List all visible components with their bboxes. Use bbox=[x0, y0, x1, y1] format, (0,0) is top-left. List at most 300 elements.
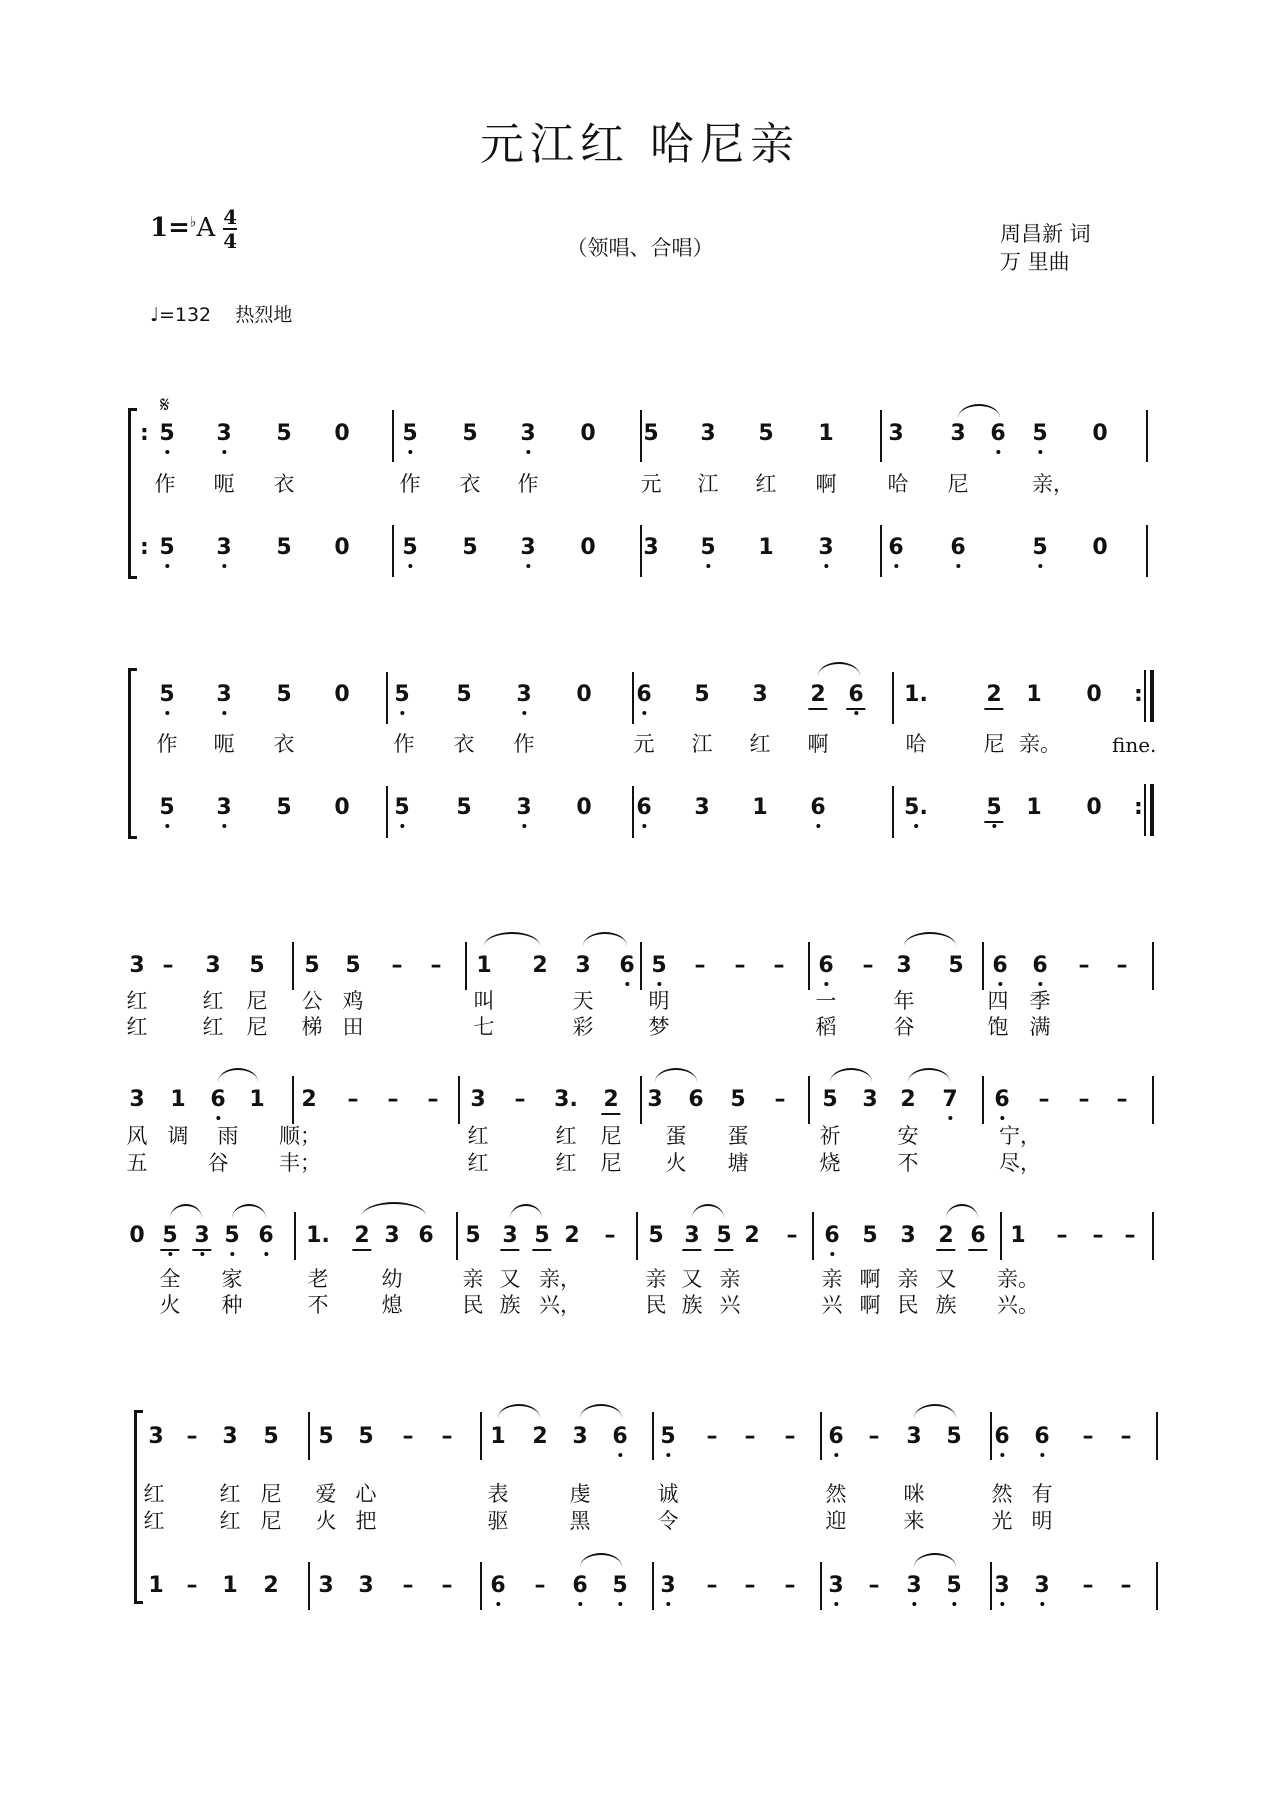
lyric: 作 bbox=[517, 472, 539, 496]
lyric: 彩 bbox=[572, 1015, 594, 1039]
note: 6 bbox=[210, 1089, 225, 1111]
note: 3 bbox=[216, 684, 231, 706]
tempo-value: ♩=132 bbox=[150, 304, 212, 326]
note: 5 bbox=[612, 1575, 627, 1597]
note: 2 bbox=[744, 1223, 760, 1248]
lyric: 雨 bbox=[217, 1124, 239, 1148]
slur bbox=[510, 1204, 542, 1218]
lyric: 火 bbox=[159, 1293, 181, 1317]
note: – bbox=[773, 953, 785, 978]
note: – bbox=[744, 1424, 756, 1449]
note: 3 bbox=[900, 1223, 916, 1248]
note: – bbox=[387, 1087, 399, 1112]
lyric: 衣 bbox=[273, 732, 295, 756]
note: 5 bbox=[946, 1575, 961, 1597]
note: 3 bbox=[647, 1087, 663, 1112]
note: 6 bbox=[828, 1426, 843, 1448]
slur bbox=[580, 1404, 622, 1418]
lyric: 兴， bbox=[539, 1293, 581, 1317]
note: 5 bbox=[694, 682, 710, 707]
note: 5 bbox=[648, 1223, 664, 1248]
lyric: 鸡 bbox=[342, 989, 364, 1013]
note: 0 bbox=[334, 535, 350, 560]
note: 5 bbox=[249, 953, 265, 978]
barline bbox=[465, 942, 467, 990]
note: 3 bbox=[575, 953, 591, 978]
note: 1 bbox=[1010, 1223, 1026, 1248]
slur bbox=[914, 1553, 956, 1567]
slur bbox=[946, 1204, 978, 1218]
lyric: 亲， bbox=[539, 1267, 581, 1291]
note: 5 bbox=[304, 953, 320, 978]
note: 5 bbox=[758, 421, 774, 446]
barline bbox=[292, 942, 294, 990]
barline bbox=[982, 942, 984, 990]
lyric: 谷 bbox=[207, 1151, 229, 1175]
lyric: 咪 bbox=[903, 1482, 925, 1506]
note: 2 bbox=[938, 1225, 953, 1247]
note: 0 bbox=[580, 421, 596, 446]
note: 5 bbox=[394, 684, 409, 706]
note: 6 bbox=[848, 684, 863, 706]
lyric: 啊 bbox=[859, 1267, 881, 1291]
lyric: 令 bbox=[657, 1509, 679, 1533]
note: – bbox=[1092, 1223, 1104, 1248]
lyric: 尽， bbox=[999, 1151, 1041, 1175]
note: 3 bbox=[470, 1087, 486, 1112]
lyric: 江 bbox=[691, 732, 713, 756]
slur bbox=[958, 404, 1000, 418]
note: 6 bbox=[990, 423, 1005, 445]
note: 5 bbox=[462, 535, 478, 560]
lyric: 塘 bbox=[727, 1151, 749, 1175]
note: 6 bbox=[688, 1087, 704, 1112]
note: 5 bbox=[1032, 423, 1047, 445]
note: – bbox=[534, 1573, 546, 1598]
note: 1 bbox=[249, 1087, 265, 1112]
lyric: 作 bbox=[513, 732, 535, 756]
note: 0 bbox=[1092, 535, 1108, 560]
tempo-marking bbox=[150, 300, 292, 327]
note: 1 bbox=[1026, 682, 1042, 707]
lyric: 亲。 bbox=[1019, 732, 1061, 756]
lyric: 红 bbox=[555, 1124, 577, 1148]
note: 1 bbox=[1026, 795, 1042, 820]
lyric: 尼 bbox=[600, 1124, 622, 1148]
lyric: 家 bbox=[221, 1267, 243, 1291]
lyric: 明 bbox=[1031, 1509, 1053, 1533]
note: 5 bbox=[456, 795, 472, 820]
lyric: 红 bbox=[126, 1015, 148, 1039]
time-bottom: 4 bbox=[223, 229, 238, 253]
note: 3. bbox=[554, 1087, 578, 1112]
lyric: 又 bbox=[499, 1267, 521, 1291]
note: 0 bbox=[1092, 421, 1108, 446]
barline bbox=[1150, 670, 1154, 722]
note: – bbox=[706, 1573, 718, 1598]
note: 3 bbox=[194, 1225, 209, 1247]
repeat-dots: : bbox=[1134, 682, 1143, 707]
note: 2 bbox=[532, 1424, 548, 1449]
note: 0 bbox=[576, 682, 592, 707]
lyric: 光 bbox=[991, 1509, 1013, 1533]
lyric: 诚 bbox=[657, 1482, 679, 1506]
note: – bbox=[734, 953, 746, 978]
note: 3 bbox=[906, 1424, 922, 1449]
page-title: 元江红 哈尼亲 bbox=[480, 119, 800, 170]
note: 3 bbox=[216, 797, 231, 819]
lyric: 兴。 bbox=[997, 1293, 1039, 1317]
slur bbox=[362, 1202, 426, 1216]
note: 5 bbox=[986, 797, 1001, 819]
note: 0 bbox=[1086, 682, 1102, 707]
flat-symbol: ♭ bbox=[189, 214, 197, 231]
note: 2 bbox=[532, 953, 548, 978]
slur bbox=[692, 1204, 724, 1218]
note: 3 bbox=[700, 421, 716, 446]
note: – bbox=[1038, 1087, 1050, 1112]
lyric: 然 bbox=[825, 1482, 847, 1506]
lyric: 幼 bbox=[381, 1267, 403, 1291]
note: 0 bbox=[334, 682, 350, 707]
note: 3 bbox=[216, 537, 231, 559]
lyric: 丰； bbox=[279, 1151, 321, 1175]
note: 6 bbox=[994, 1089, 1009, 1111]
lyric: 满 bbox=[1029, 1015, 1051, 1039]
lyric: 红 bbox=[219, 1482, 241, 1506]
note: – bbox=[774, 1087, 786, 1112]
lyric: 祈 bbox=[819, 1124, 841, 1148]
note: 3 bbox=[318, 1573, 334, 1598]
barline bbox=[636, 1212, 638, 1260]
lyric: 衣 bbox=[459, 472, 481, 496]
note: 6 bbox=[490, 1575, 505, 1597]
note: 1 bbox=[148, 1573, 164, 1598]
slur bbox=[170, 1204, 202, 1218]
repeat-dots: : bbox=[140, 421, 149, 446]
lyric: 亲 bbox=[462, 1267, 484, 1291]
barline bbox=[640, 1076, 642, 1124]
lyric: 风 bbox=[126, 1124, 148, 1148]
note: – bbox=[1120, 1573, 1132, 1598]
note: 3 bbox=[1034, 1575, 1049, 1597]
note: – bbox=[427, 1087, 439, 1112]
note: – bbox=[784, 1424, 796, 1449]
note: 5 bbox=[159, 797, 174, 819]
note: 6 bbox=[888, 537, 903, 559]
lyric: 爱 bbox=[315, 1482, 337, 1506]
slur bbox=[484, 932, 540, 946]
key-prefix: 1= bbox=[150, 213, 190, 243]
subtitle: （领唱、合唱） bbox=[566, 236, 714, 260]
note: 1. bbox=[904, 682, 928, 707]
barline bbox=[480, 1562, 482, 1610]
barline bbox=[1150, 784, 1154, 836]
note: – bbox=[784, 1573, 796, 1598]
note: 3 bbox=[896, 953, 912, 978]
lyric: 五 bbox=[126, 1151, 148, 1175]
note: 2 bbox=[603, 1089, 618, 1111]
note: 3 bbox=[660, 1575, 675, 1597]
note: 1 bbox=[222, 1573, 238, 1598]
lyric: 元 bbox=[633, 732, 655, 756]
note: 5 bbox=[276, 421, 292, 446]
note: 5 bbox=[276, 795, 292, 820]
note: 0 bbox=[129, 1223, 145, 1248]
lyric: 尼 bbox=[947, 472, 969, 496]
system-bracket bbox=[128, 408, 137, 579]
lyric: 有 bbox=[1031, 1482, 1053, 1506]
lyric: 红 bbox=[202, 1015, 224, 1039]
lyric: 宁， bbox=[999, 1124, 1041, 1148]
note: – bbox=[402, 1424, 414, 1449]
note: 5 bbox=[276, 535, 292, 560]
lyric: 作 bbox=[156, 732, 178, 756]
note: 3 bbox=[358, 1573, 374, 1598]
barline bbox=[640, 410, 642, 462]
lyric: 调 bbox=[167, 1124, 189, 1148]
lyric: 呃 bbox=[213, 472, 235, 496]
lyric: 尼 bbox=[246, 989, 268, 1013]
note: – bbox=[1078, 953, 1090, 978]
note: 5 bbox=[643, 421, 659, 446]
note: 3 bbox=[862, 1087, 878, 1112]
barline bbox=[632, 672, 634, 724]
note: 6 bbox=[992, 955, 1007, 977]
slur bbox=[904, 932, 956, 946]
note: 6 bbox=[810, 797, 825, 819]
note: 5 bbox=[394, 797, 409, 819]
lyric: 亲 bbox=[821, 1267, 843, 1291]
lyric: 啊 bbox=[859, 1293, 881, 1317]
note: 6 bbox=[818, 955, 833, 977]
repeat-dots: : bbox=[1134, 795, 1143, 820]
system-bracket bbox=[128, 668, 137, 839]
barline bbox=[880, 410, 882, 462]
note: – bbox=[868, 1573, 880, 1598]
barline bbox=[632, 786, 634, 838]
note: 3 bbox=[828, 1575, 843, 1597]
note: 5 bbox=[402, 423, 417, 445]
note: 3 bbox=[216, 423, 231, 445]
note: 5 bbox=[1032, 537, 1047, 559]
barline bbox=[480, 1412, 482, 1460]
lyric: 民 bbox=[462, 1293, 484, 1317]
barline bbox=[392, 525, 394, 577]
barline bbox=[308, 1562, 310, 1610]
note: 3 bbox=[694, 795, 710, 820]
barline bbox=[292, 1076, 294, 1124]
note: 5 bbox=[224, 1225, 239, 1247]
note: 5 bbox=[700, 537, 715, 559]
note: 3 bbox=[516, 684, 531, 706]
lyric: 红 bbox=[467, 1151, 489, 1175]
lyric: 哈 bbox=[887, 472, 909, 496]
lyric: 田 bbox=[342, 1015, 364, 1039]
lyric: 蛋 bbox=[727, 1124, 749, 1148]
note: 0 bbox=[334, 795, 350, 820]
note: 3 bbox=[148, 1424, 164, 1449]
lyric: 表 bbox=[487, 1482, 509, 1506]
note: 3 bbox=[994, 1575, 1009, 1597]
note: 7 bbox=[942, 1089, 957, 1111]
lyric: 民 bbox=[645, 1293, 667, 1317]
note: 2 bbox=[564, 1223, 580, 1248]
lyric: 明 bbox=[648, 989, 670, 1013]
note: 6 bbox=[418, 1223, 434, 1248]
lyric: 全 bbox=[159, 1267, 181, 1291]
lyric: 迎 bbox=[825, 1509, 847, 1533]
lyric: 亲 bbox=[645, 1267, 667, 1291]
barline bbox=[1156, 1412, 1158, 1460]
note: 2 bbox=[301, 1087, 317, 1112]
note: 6 bbox=[619, 955, 634, 977]
note: 3 bbox=[643, 535, 659, 560]
barline bbox=[808, 942, 810, 990]
lyric: 尼 bbox=[260, 1482, 282, 1506]
barline bbox=[1144, 784, 1146, 836]
lyric: 驱 bbox=[487, 1509, 509, 1533]
note: 5 bbox=[358, 1424, 374, 1449]
barline bbox=[1152, 1212, 1154, 1260]
note: 1 bbox=[490, 1424, 506, 1449]
note: – bbox=[347, 1087, 359, 1112]
note: 3 bbox=[129, 1087, 145, 1112]
note: 3 bbox=[129, 953, 145, 978]
lyric: 衣 bbox=[453, 732, 475, 756]
lyric: 红 bbox=[467, 1124, 489, 1148]
note: 5 bbox=[276, 682, 292, 707]
lyric: 红 bbox=[143, 1509, 165, 1533]
note: – bbox=[786, 1223, 798, 1248]
lyric: 稻 bbox=[815, 1015, 837, 1039]
note: 3 bbox=[222, 1424, 238, 1449]
note: 3 bbox=[888, 421, 904, 446]
barline bbox=[982, 1076, 984, 1124]
composer: 万 里曲 bbox=[1000, 250, 1070, 274]
note: 6 bbox=[612, 1426, 627, 1448]
lyric: 兴 bbox=[719, 1293, 741, 1317]
note: 5 bbox=[946, 1424, 962, 1449]
note: 5 bbox=[263, 1424, 279, 1449]
lyric: 七 bbox=[473, 1015, 495, 1039]
key-note: A bbox=[196, 213, 216, 243]
note: 3 bbox=[520, 537, 535, 559]
slur bbox=[583, 932, 627, 946]
barline bbox=[652, 1412, 654, 1460]
note: – bbox=[604, 1223, 616, 1248]
barline bbox=[386, 672, 388, 724]
note: 5 bbox=[462, 421, 478, 446]
note: – bbox=[1056, 1223, 1068, 1248]
fine-mark: fine. bbox=[1112, 733, 1157, 757]
note: – bbox=[1082, 1424, 1094, 1449]
lyric: 一 bbox=[815, 989, 837, 1013]
slur bbox=[818, 662, 860, 676]
lyric: 又 bbox=[681, 1267, 703, 1291]
note: – bbox=[868, 1424, 880, 1449]
note: – bbox=[162, 953, 174, 978]
lyric: 又 bbox=[935, 1267, 957, 1291]
tempo-expression: 热烈地 bbox=[235, 304, 293, 326]
note: – bbox=[1116, 953, 1128, 978]
note: – bbox=[744, 1573, 756, 1598]
slur bbox=[908, 1068, 950, 1082]
lyric: 作 bbox=[154, 472, 176, 496]
note: 3 bbox=[516, 797, 531, 819]
lyric: 叫 bbox=[473, 989, 495, 1013]
slur bbox=[232, 1204, 266, 1218]
note: 5 bbox=[159, 423, 174, 445]
note: 5 bbox=[862, 1223, 878, 1248]
note: 5 bbox=[822, 1087, 838, 1112]
note: 5 bbox=[465, 1223, 481, 1248]
lyric: 族 bbox=[499, 1293, 521, 1317]
barline bbox=[294, 1212, 296, 1260]
barline bbox=[456, 1212, 458, 1260]
lyric: 亲 bbox=[719, 1267, 741, 1291]
lyric: 心 bbox=[355, 1482, 377, 1506]
slur bbox=[498, 1404, 540, 1418]
barline bbox=[808, 1076, 810, 1124]
lyric: 梦 bbox=[648, 1015, 670, 1039]
barline bbox=[1146, 525, 1148, 577]
note: – bbox=[1124, 1223, 1136, 1248]
lyric: 饱 bbox=[987, 1015, 1009, 1039]
barline bbox=[820, 1562, 822, 1610]
time-top: 4 bbox=[223, 205, 238, 229]
note: 5 bbox=[345, 953, 361, 978]
slur bbox=[580, 1553, 622, 1567]
note: 6 bbox=[1034, 1426, 1049, 1448]
note: – bbox=[441, 1424, 453, 1449]
note: 5 bbox=[318, 1424, 334, 1449]
lyric: 尼 bbox=[600, 1151, 622, 1175]
lyric: 族 bbox=[681, 1293, 703, 1317]
note: 5 bbox=[534, 1225, 549, 1247]
note: 5 bbox=[162, 1225, 177, 1247]
barline bbox=[892, 786, 894, 838]
lyric: 来 bbox=[903, 1509, 925, 1533]
barline bbox=[308, 1412, 310, 1460]
note: 2 bbox=[810, 684, 825, 706]
note: 2 bbox=[900, 1087, 916, 1112]
barline bbox=[640, 525, 642, 577]
lyric: 红 bbox=[755, 472, 777, 496]
note: – bbox=[514, 1087, 526, 1112]
note: 2 bbox=[986, 684, 1001, 706]
segno-sign: 𝄋 bbox=[160, 393, 170, 418]
slur bbox=[655, 1068, 697, 1082]
note: 2 bbox=[263, 1573, 279, 1598]
note: 5 bbox=[159, 537, 174, 559]
note: 6 bbox=[970, 1225, 985, 1247]
lyric: 老 bbox=[307, 1267, 329, 1291]
lyric: 四 bbox=[987, 989, 1009, 1013]
lyric: 虔 bbox=[569, 1482, 591, 1506]
note: 3 bbox=[906, 1575, 921, 1597]
note: 5. bbox=[904, 797, 928, 819]
note: 3 bbox=[752, 682, 768, 707]
note: 5 bbox=[651, 955, 666, 977]
lyric: 作 bbox=[399, 472, 421, 496]
lyric: 梯 bbox=[301, 1015, 323, 1039]
lyric: 红 bbox=[749, 732, 771, 756]
barline bbox=[812, 1212, 814, 1260]
barline bbox=[1152, 1076, 1154, 1124]
lyric: 哈 bbox=[905, 732, 927, 756]
note: 3 bbox=[684, 1225, 699, 1247]
